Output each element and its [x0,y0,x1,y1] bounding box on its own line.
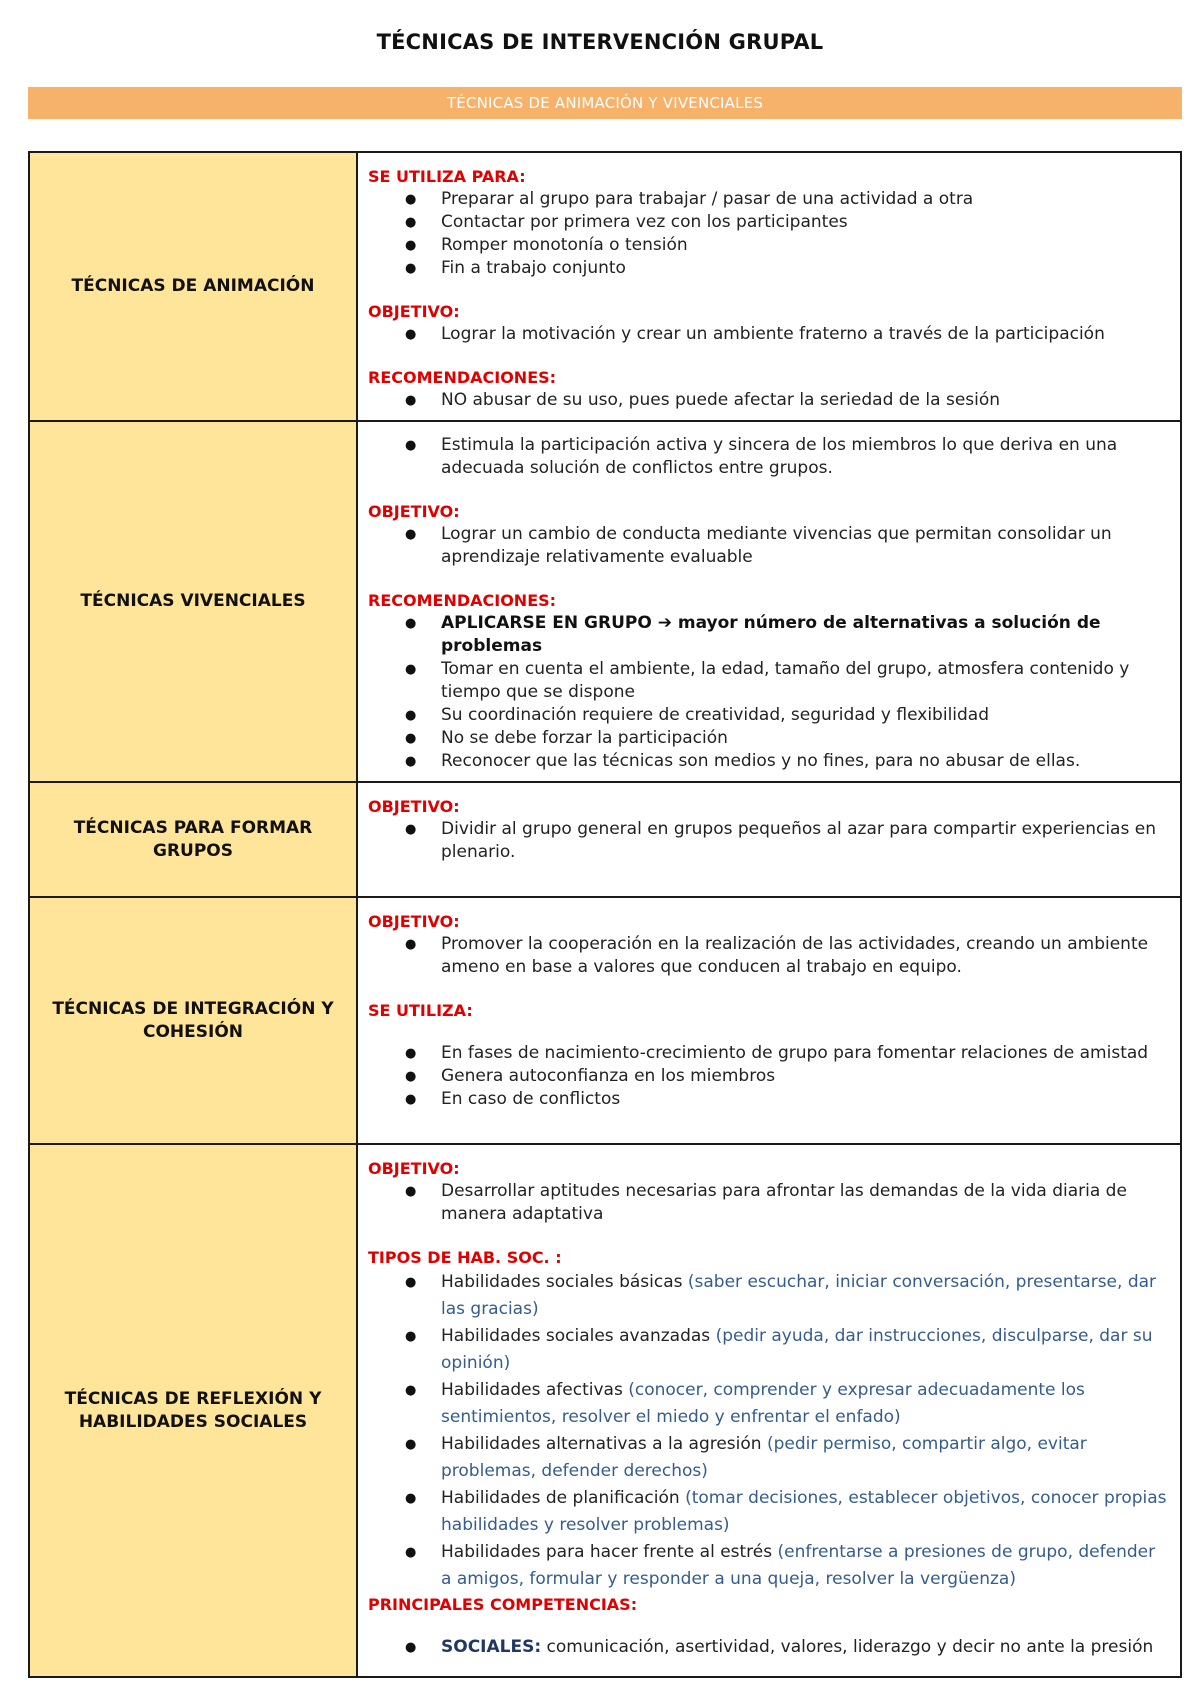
techniques-table [28,151,1182,1678]
bullet-list [368,1042,1168,1111]
skill-name: Habilidades sociales básicas [441,1272,683,1292]
row-content-vivenciales [357,421,1181,782]
list-item: ● Su coordinación requiere de creatividad, seguridad y flexibilidad [368,704,1168,727]
list-item: ● En caso de conflictos [368,1088,1168,1111]
section-heading: OBJETIVO: [368,912,460,931]
section-heading: SE UTILIZA PARA: [368,167,526,186]
list-item [368,1431,1168,1485]
skill-name: Habilidades sociales avanzadas [441,1326,711,1346]
list-item [368,1377,1168,1431]
list-item: ● Lograr la motivación y crear un ambiente fraterno a través de la participación [368,323,1168,346]
skill-detail: (pedir ayuda, dar instrucciones, disculparse, dar su opinión) [441,1326,1153,1373]
skill-detail: (tomar decisiones, establecer objetivos, conocer propias habilidades y resolver problemas) [441,1488,1167,1535]
section-heading: OBJETIVO: [368,502,460,521]
section-heading: SE UTILIZA: [368,1001,473,1020]
section-heading: TIPOS DE HAB. SOC. : [368,1248,562,1267]
row-content-formar-grupos [357,782,1181,897]
table-row [29,782,1181,897]
bullet-list [368,1269,1168,1593]
row-label-animacion: TÉCNICAS DE ANIMACIÓN [29,152,357,421]
bullet-list [368,523,1168,569]
page-title: TÉCNICAS DE INTERVENCIÓN GRUPAL [376,30,824,54]
competency-key: SOCIALES: [441,1637,542,1657]
list-item: ● Estimula la participación activa y sincera de los miembros lo que deriva en una adecuada solución de conflictos entre grupos. [368,434,1168,480]
list-item: ● Desarrollar aptitudes necesarias para afrontar las demandas de la vida diaria de manera adaptativa [368,1180,1168,1226]
skill-name: Habilidades alternativas a la agresión [441,1434,762,1454]
section-heading: OBJETIVO: [368,797,460,816]
list-item: ● Contactar por primera vez con los participantes [368,211,1168,234]
row-content-animacion [357,152,1181,421]
list-item: ● NO abusar de su uso, pues puede afectar la seriedad de la sesión [368,389,1168,412]
table-row [29,897,1181,1144]
table-row [29,152,1181,421]
list-item: ● APLICARSE EN GRUPO ➔ mayor número de alternativas a solución de problemas [368,612,1168,658]
list-item: ● Romper monotonía o tensión [368,234,1168,257]
bullet-list [368,1180,1168,1226]
row-label-vivenciales: TÉCNICAS VIVENCIALES [29,421,357,782]
section-banner: TÉCNICAS DE ANIMACIÓN Y VIVENCIALES [28,87,1182,119]
list-item [368,1485,1168,1539]
bullet-list [368,323,1168,346]
section-heading: RECOMENDACIONES: [368,591,557,610]
list-item [368,1636,1168,1659]
section-heading: PRINCIPALES COMPETENCIAS: [368,1595,638,1614]
skill-name: Habilidades para hacer frente al estrés [441,1542,773,1562]
section-heading: RECOMENDACIONES: [368,368,557,387]
list-item: ● Promover la cooperación en la realización de las actividades, creando un ambiente ameno en base a valores que conducen al trabajo en equipo. [368,933,1168,979]
list-item [368,1539,1168,1593]
skill-detail: (pedir permiso, compartir algo, evitar problemas, defender derechos) [441,1434,1087,1481]
list-item: ● En fases de nacimiento-crecimiento de grupo para fomentar relaciones de amistad [368,1042,1168,1065]
bullet-list [368,389,1168,412]
skill-detail: (enfrentarse a presiones de grupo, defender a amigos, formular y responder a una queja, resolver la vergüenza) [441,1542,1156,1589]
list-item: ● Dividir al grupo general en grupos pequeños al azar para compartir experiencias en plenario. [368,818,1168,864]
bullet-list [368,1636,1168,1659]
skill-name: Habilidades de planificación [441,1488,680,1508]
section-heading: OBJETIVO: [368,1159,460,1178]
table-row [29,1144,1181,1677]
row-label-reflexion: TÉCNICAS DE REFLEXIÓN Y HABILIDADES SOCIALES [29,1144,357,1677]
row-content-reflexion [357,1144,1181,1677]
list-item [368,1269,1168,1323]
list-item: ● Preparar al grupo para trabajar / pasar de una actividad a otra [368,188,1168,211]
bullet-list [368,933,1168,979]
list-item: ● Tomar en cuenta el ambiente, la edad, tamaño del grupo, atmosfera contenido y tiempo que se dispone [368,658,1168,704]
competency-text: comunicación, asertividad, valores, liderazgo y decir no ante la presión [546,1637,1154,1657]
row-label-formar-grupos: TÉCNICAS PARA FORMAR GRUPOS [29,782,357,897]
skill-name: Habilidades afectivas [441,1380,623,1400]
list-item: ● Genera autoconfianza en los miembros [368,1065,1168,1088]
bullet-list [368,188,1168,280]
bullet-list [368,434,1168,480]
table-row [29,421,1181,782]
skill-detail: (conocer, comprender y expresar adecuadamente los sentimientos, resolver el miedo y enfrentar el enfado) [441,1380,1085,1427]
list-item: ● Reconocer que las técnicas son medios y no fines, para no abusar de ellas. [368,750,1168,773]
bullet-list [368,612,1168,773]
list-item: ● Fin a trabajo conjunto [368,257,1168,280]
skill-detail: (saber escuchar, iniciar conversación, presentarse, dar las gracias) [441,1272,1157,1319]
row-label-integracion: TÉCNICAS DE INTEGRACIÓN Y COHESIÓN [29,897,357,1144]
list-item [368,1323,1168,1377]
list-item: ● No se debe forzar la participación [368,727,1168,750]
row-content-integracion [357,897,1181,1144]
bullet-list [368,818,1168,864]
list-item: ● Lograr un cambio de conducta mediante vivencias que permitan consolidar un aprendizaje relativamente evaluable [368,523,1168,569]
section-heading: OBJETIVO: [368,302,460,321]
